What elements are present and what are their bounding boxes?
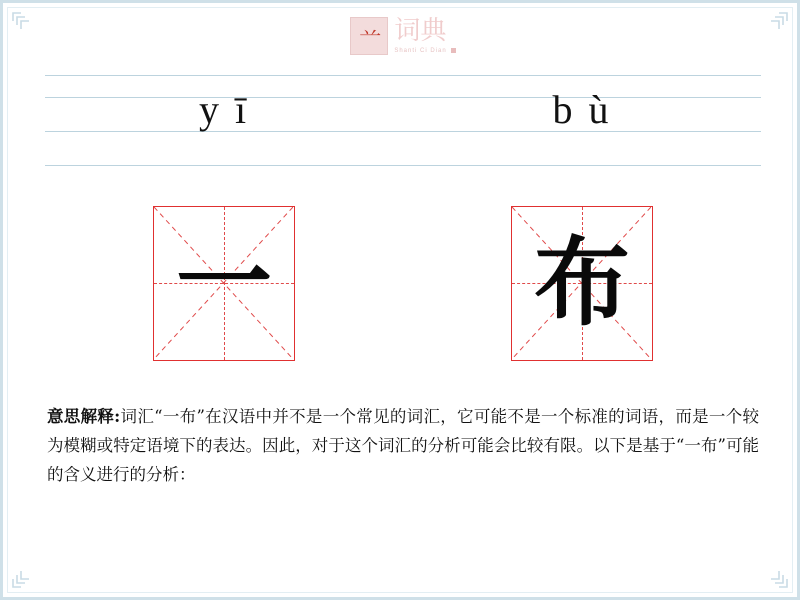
logo-subtitle	[394, 48, 455, 54]
logo-subtitle-text: Shanti Ci Dian	[394, 48, 447, 55]
explanation-block	[47, 403, 759, 490]
staff-line-4	[45, 165, 761, 166]
character-cell-1	[45, 203, 403, 363]
logo	[3, 17, 800, 55]
character-cell-2	[403, 203, 761, 363]
logo-subtitle-dot-icon	[451, 48, 456, 53]
explanation-body: 词汇“一布”在汉语中并不是一个常见的词汇，它可能不是一个标准的词语，而是一个较为模糊或特定语境下的表达。因此，对于这个词汇的分析可能会比较有限。以下是基于“一布”可能的含义进行的分析：	[47, 407, 760, 484]
corner-ornament-bottom-left-icon	[11, 563, 37, 589]
character-glyph-1: 一	[176, 226, 272, 339]
character-grid-row	[45, 203, 761, 363]
logo-seal-icon: 䒑	[350, 17, 388, 55]
tian-zi-ge-box-2	[511, 206, 653, 361]
character-glyph-2: 布	[534, 226, 630, 339]
explanation-label: 意思解释:	[47, 407, 121, 426]
pinyin-syllable-2: b ù	[552, 86, 612, 132]
pinyin-syllable-1: y ī	[198, 86, 250, 132]
corner-ornament-bottom-right-icon	[763, 563, 789, 589]
pinyin-staff	[45, 75, 761, 171]
logo-title: 词典	[394, 15, 447, 45]
tian-zi-ge-box-1	[153, 206, 295, 361]
